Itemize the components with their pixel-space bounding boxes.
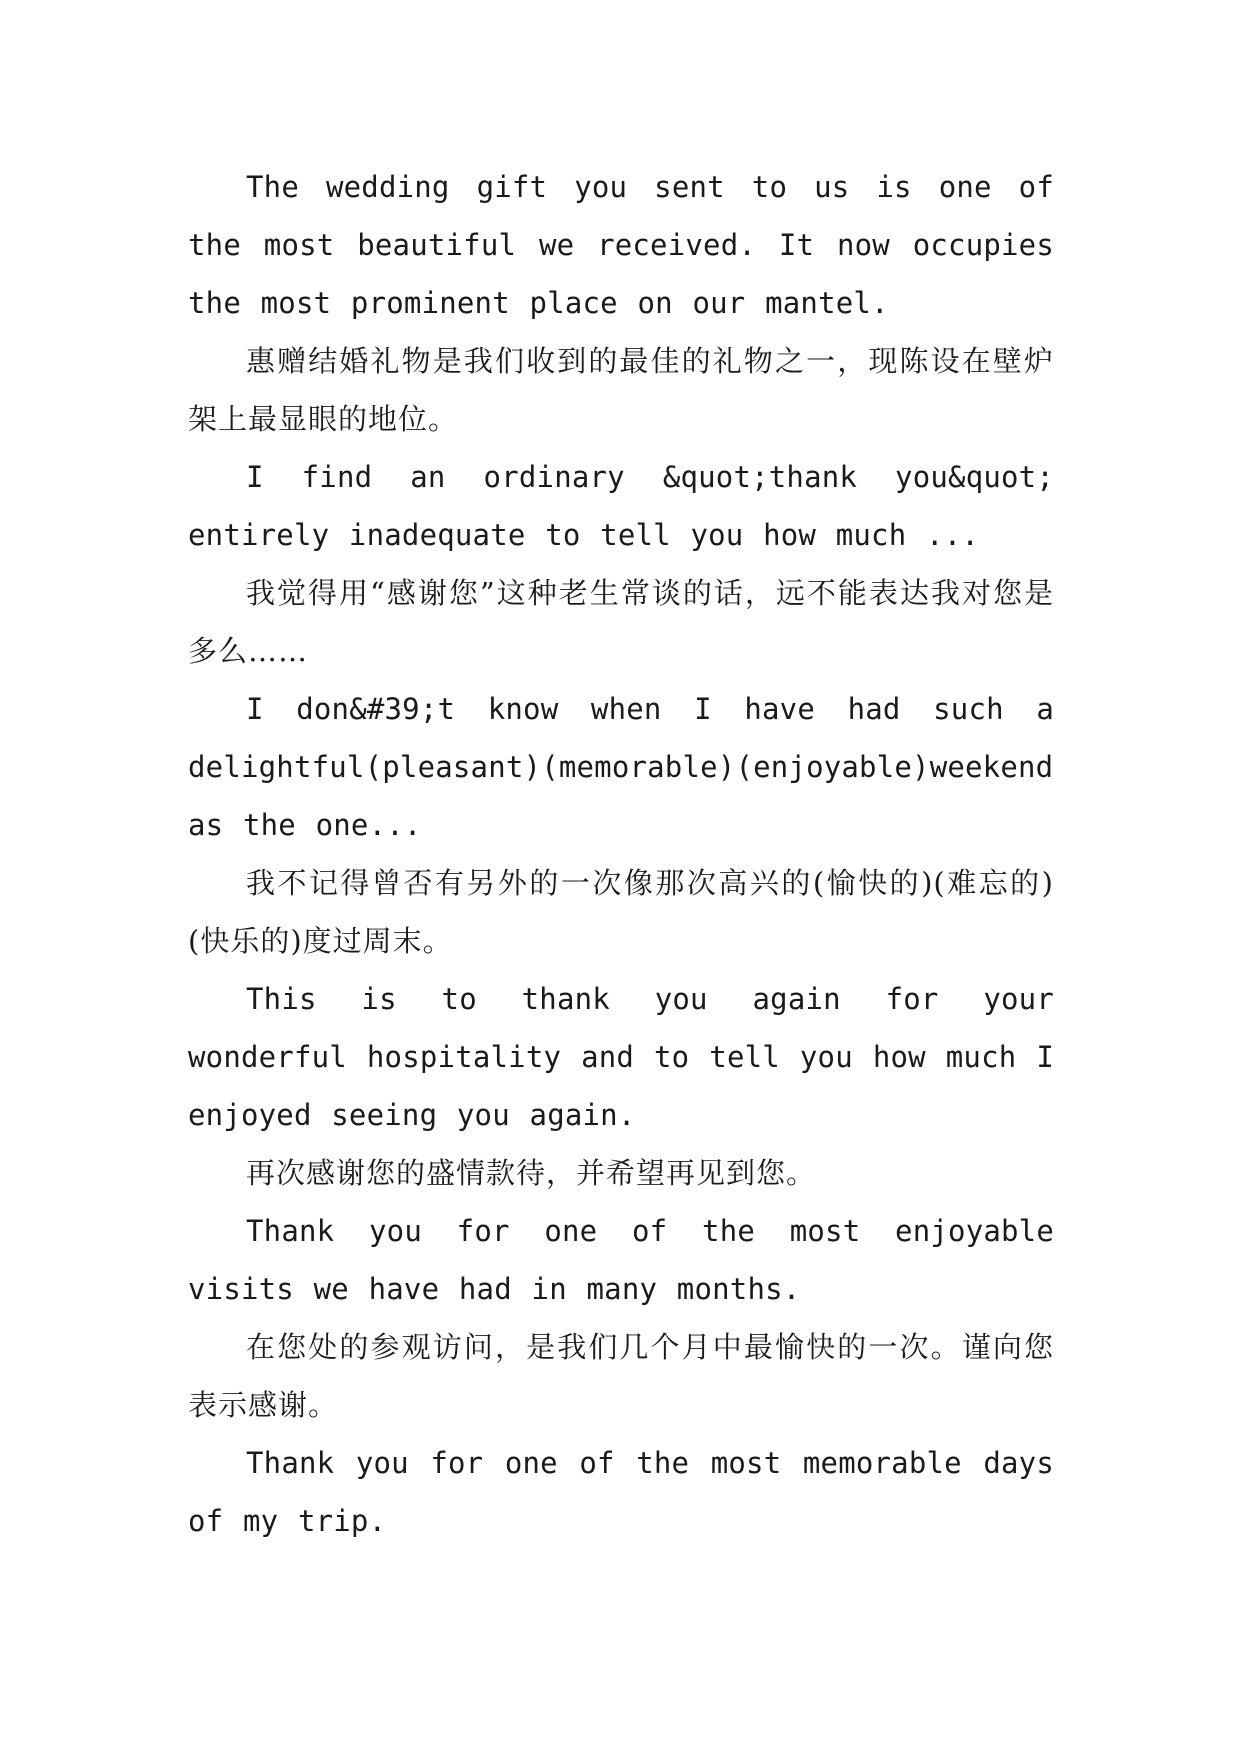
- paragraph-en-hospitality: This is to thank you again for your wonderful hospitality and to tell you how much I enjoyed seeing you again.: [188, 982, 1054, 1132]
- paragraph-en-delightful-weekend: I don&#39;t know when I have had such a delightful(pleasant)(memorable)(enjoyable)weekend as the one...: [188, 692, 1054, 842]
- paragraph-zh-hospitality: 再次感谢您的盛情款待，并希望再见到您。: [246, 1156, 817, 1190]
- paragraph-zh-delightful-weekend: 我不记得曾否有另外的一次像那次高兴的(愉快的)(难忘的)(快乐的)度过周末。: [188, 866, 1054, 958]
- paragraph-zh-enjoyable-visits: 在您处的参观访问，是我们几个月中最愉快的一次。谨向您表示感谢。: [188, 1330, 1054, 1422]
- paragraph-zh-wedding-gift: 惠赠结婚礼物是我们收到的最佳的礼物之一，现陈设在壁炉架上最显眼的地位。: [188, 344, 1054, 436]
- paragraph-en-memorable-days: Thank you for one of the most memorable days of my trip.: [188, 1446, 1054, 1538]
- paragraph-en-wedding-gift: The wedding gift you sent to us is one of the most beautiful we received. It now occupies the most prominent place on our mantel.: [188, 170, 1054, 320]
- paragraph-zh-ordinary-thank-you: 我觉得用“感谢您”这种老生常谈的话，远不能表达我对您是多么……: [188, 576, 1054, 668]
- document-body: [188, 158, 1054, 1550]
- paragraph-en-enjoyable-visits: Thank you for one of the most enjoyable visits we have had in many months.: [188, 1214, 1054, 1306]
- paragraph-en-ordinary-thank-you: I find an ordinary &quot;thank you&quot; entirely inadequate to tell you how much ...: [188, 460, 1054, 552]
